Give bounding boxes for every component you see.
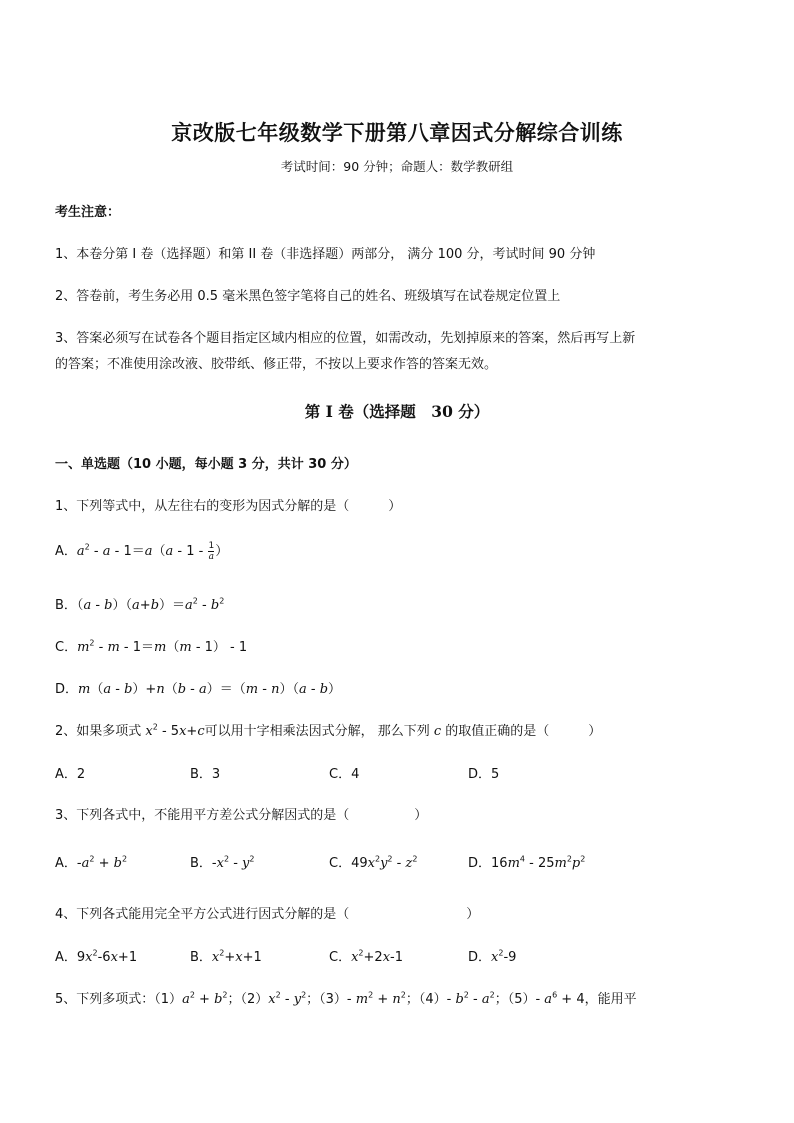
q4-option-d: D．$x^2-9$ <box>468 948 517 965</box>
notice-heading: 考生注意： <box>55 205 121 220</box>
q4-stem: 4、下列各式能用完全平方公式进行因式分解的是（ ） <box>55 907 480 922</box>
notice-item-3: 3、答案必须写在试卷各个题目指定区域内相应的位置，如需改动，先划掉原来的答案，然后再写上新 <box>55 331 636 346</box>
q3-option-b: B．$-x^2 - y^2$ <box>190 854 255 871</box>
notice-item-1: 1、本卷分第 I 卷（选择题）和第 II 卷（非选择题）两部分， 满分 100 分，考试时间 90 分钟 <box>55 247 596 262</box>
q2-stem-suffix: 的取值正确的是（ ） <box>441 724 602 739</box>
q4-option-a: A．$9x^2-6x+1$ <box>55 948 138 965</box>
q1-option-d-label: D． <box>55 682 79 697</box>
q1-option-b: B．$(a - b)(a+b)=a^2 - b^2$ <box>55 596 225 613</box>
q1-option-c-label: C． <box>55 640 78 655</box>
q1-option-c: C．$m^2 - m - 1=m(m - 1) - 1$ <box>55 638 248 655</box>
q1-stem: 1、下列等式中，从左往右的变形为因式分解的是（ ） <box>55 499 402 514</box>
exam-title: 京改版七年级数学下册第八章因式分解综合训练 <box>171 120 623 145</box>
q3-stem: 3、下列各式中，不能用平方差公式分解因式的是（ ） <box>55 808 428 823</box>
q3-option-a: A．$-a^2 + b^2$ <box>55 854 128 871</box>
section-title: 第 I 卷（选择题 30 分） <box>304 402 490 421</box>
q2-option-b: B．3 <box>190 767 221 782</box>
q5-stem-suffix: ，能用平 <box>584 992 637 1007</box>
q2-option-c: C．4 <box>329 767 360 782</box>
q2-option-d: D．5 <box>468 767 500 782</box>
q3-option-c: C．$49x^2y^2 - z^2$ <box>329 854 418 871</box>
q1-option-d: D．m（a - b）+n（b - a）＝（m - n）（a - b） <box>55 682 342 697</box>
part-heading: 一、单选题（10 小题，每小题 3 分，共计 30 分） <box>55 457 357 472</box>
exam-subtitle: 考试时间：90 分钟；命题人：数学教研组 <box>280 159 514 174</box>
q2-stem-mid: 可以用十字相乘法因式分解， 那么下列 <box>204 724 434 739</box>
fraction: $\frac{1}{a}$ <box>208 541 215 562</box>
q3-option-d: D．$16m^4 - 25m^2p^2$ <box>468 854 586 871</box>
q2-stem-prefix: 2、如果多项式 <box>55 724 146 739</box>
q1-option-a: A．$a^2 - a - 1=a(a - 1$ - $\frac{1}{a}$ ） <box>55 541 229 562</box>
notice-item-2: 2、答卷前，考生务必用 0.5 毫米黑色签字笔将自己的姓名、班级填写在试卷规定位置上 <box>55 289 561 304</box>
q4-option-b: B．$x^2+x+1$ <box>190 948 262 965</box>
q1-option-a-label: A． <box>55 544 77 559</box>
q2-stem: 2、如果多项式 $x^2 - 5x+c$可以用十字相乘法因式分解， 那么下列 c 的取值正确的是（ ） <box>55 722 602 739</box>
q1-option-b-label: B． <box>55 598 77 613</box>
q5-stem-prefix: 5、下列多项式： <box>55 992 155 1007</box>
notice-item-3-cont: 的答案；不准使用涂改液、胶带纸、修正带，不按以上要求作答的答案无效。 <box>55 357 498 372</box>
q2-option-a: A．2 <box>55 767 86 782</box>
q5-stem: 5、下列多项式：$(1)a^2 + b^2$；$(2)x^2 - y^2$；（3）- $m^2 + n^2$；（4）- $b^2 - a^2$；（5）- $a^6 + 4$，能用平 <box>55 990 637 1007</box>
q4-option-c: C．$x^2+2x-1$ <box>329 948 403 965</box>
